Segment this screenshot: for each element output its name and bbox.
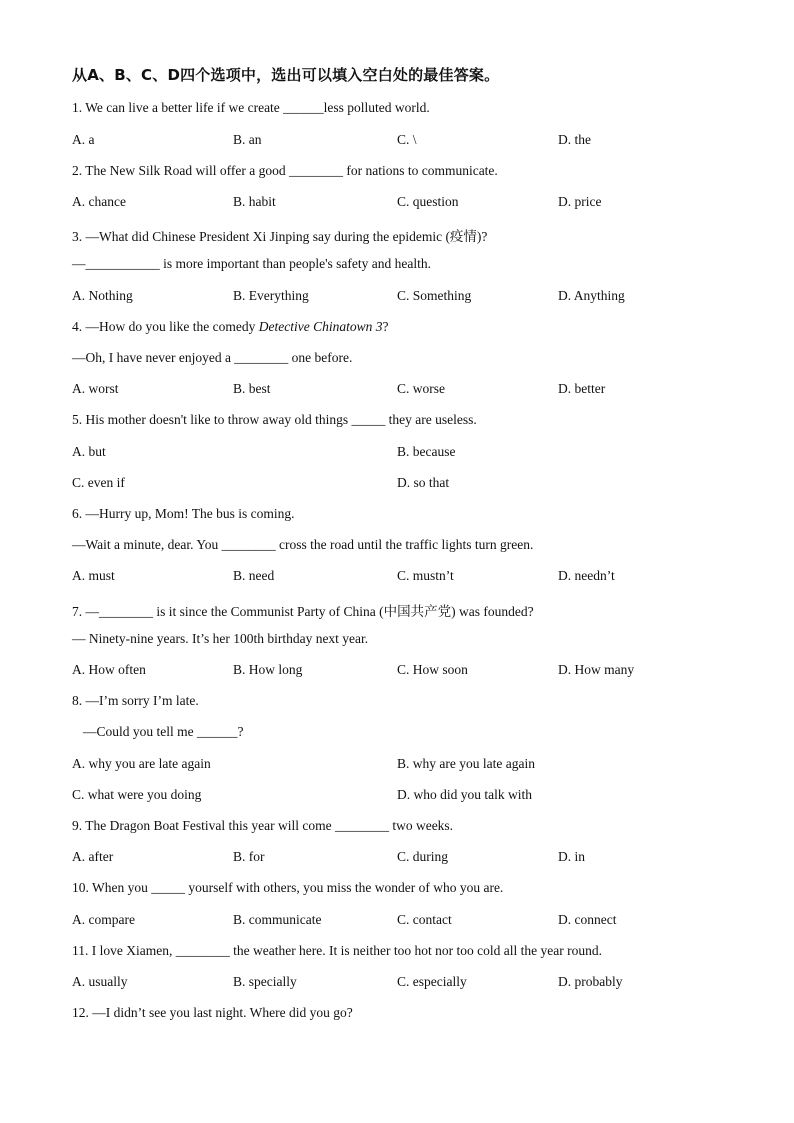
q2-option-a: A. chance: [72, 194, 126, 209]
q11-option-a: A. usually: [72, 974, 128, 989]
q10-option-a: A. compare: [72, 912, 135, 927]
q4-option-d: D. better: [558, 381, 606, 396]
movie-title: Detective Chinatown 3: [258, 319, 383, 334]
q2-option-b: B. habit: [233, 194, 276, 209]
q5-option-a: A. but: [72, 444, 106, 459]
q5-option-b: B. because: [397, 444, 456, 459]
q3-option-c: C. Something: [397, 288, 472, 303]
question-4-text: 4. —How do you like the comedy: [72, 319, 259, 334]
q4-option-b: B. best: [233, 381, 271, 396]
q5-option-c: C. even if: [72, 475, 125, 490]
q6-option-b: B. need: [233, 568, 275, 583]
q4-option-c: C. worse: [397, 381, 445, 396]
question-6: 6. —Hurry up, Mom! The bus is coming.: [72, 506, 295, 521]
question-10: 10. When you _____ yourself with others, you miss the wonder of who you are.: [72, 880, 504, 895]
q1-option-b: B. an: [233, 132, 262, 147]
q3-option-a: A. Nothing: [72, 288, 133, 303]
q1-option-c: C. \: [397, 132, 417, 147]
q6-option-c: C. mustn’t: [397, 568, 454, 583]
q8-option-b: B. why are you late again: [397, 756, 535, 771]
q10-option-d: D. connect: [558, 912, 617, 927]
q1-option-a: A. a: [72, 132, 95, 147]
q8-option-d: D. who did you talk with: [397, 787, 532, 802]
q7-option-d: D. How many: [558, 662, 635, 677]
q7-option-c: C. How soon: [397, 662, 468, 677]
q7-option-b: B. How long: [233, 662, 303, 677]
q10-option-c: C. contact: [397, 912, 452, 927]
question-4-mark: ?: [382, 319, 389, 334]
question-12: 12. —I didn’t see you last night. Where did you go?: [72, 1005, 353, 1020]
q5-option-d: D. so that: [397, 475, 450, 490]
question-8: 8. —I’m sorry I’m late.: [72, 693, 199, 708]
q7-option-a: A. How often: [72, 662, 146, 677]
question-8-reply: —Could you tell me ______?: [83, 724, 244, 739]
question-11: 11. I love Xiamen, ________ the weather here. It is neither too hot nor too cold all the year round.: [72, 943, 602, 958]
q8-option-c: C. what were you doing: [72, 787, 202, 802]
q9-option-a: A. after: [72, 849, 114, 864]
question-5: 5. His mother doesn't like to throw away old things _____ they are useless.: [72, 412, 477, 427]
question-2: 2. The New Silk Road will offer a good ________ for nations to communicate.: [72, 163, 498, 178]
q11-option-d: D. probably: [558, 974, 623, 989]
question-9: 9. The Dragon Boat Festival this year will come ________ two weeks.: [72, 818, 454, 833]
question-4: [72, 319, 388, 335]
q2-option-d: D. price: [558, 194, 602, 209]
question-3-reply: —___________ is more important than people's safety and health.: [72, 256, 431, 271]
q4-option-a: A. worst: [72, 381, 119, 396]
q2-option-c: C. question: [397, 194, 459, 209]
section-instruction: 从A、B、C、D四个选项中，选出可以填入空白处的最佳答案。: [72, 66, 500, 84]
question-6-reply: —Wait a minute, dear. You ________ cross the road until the traffic lights turn green.: [72, 537, 534, 552]
q10-option-b: B. communicate: [233, 912, 322, 927]
q8-option-a: A. why you are late again: [72, 756, 211, 771]
question-1: 1. We can live a better life if we create ______less polluted world.: [72, 100, 430, 115]
q1-option-d: D. the: [558, 132, 591, 147]
question-4-reply: —Oh, I have never enjoyed a ________ one before.: [72, 350, 353, 365]
question-7: 7. —________ is it since the Communist Party of China (中国共产党) was founded?: [72, 604, 534, 619]
question-3: 3. —What did Chinese President Xi Jinping say during the epidemic (疫情)?: [72, 229, 488, 244]
q6-option-a: A. must: [72, 568, 115, 583]
q3-option-d: D. Anything: [558, 288, 625, 303]
q9-option-b: B. for: [233, 849, 265, 864]
q11-option-c: C. especially: [397, 974, 467, 989]
q9-option-d: D. in: [558, 849, 585, 864]
q9-option-c: C. during: [397, 849, 449, 864]
question-7-reply: — Ninety-nine years. It’s her 100th birthday next year.: [72, 631, 369, 646]
q3-option-b: B. Everything: [233, 288, 309, 303]
q6-option-d: D. needn’t: [558, 568, 615, 583]
q11-option-b: B. specially: [233, 974, 297, 989]
